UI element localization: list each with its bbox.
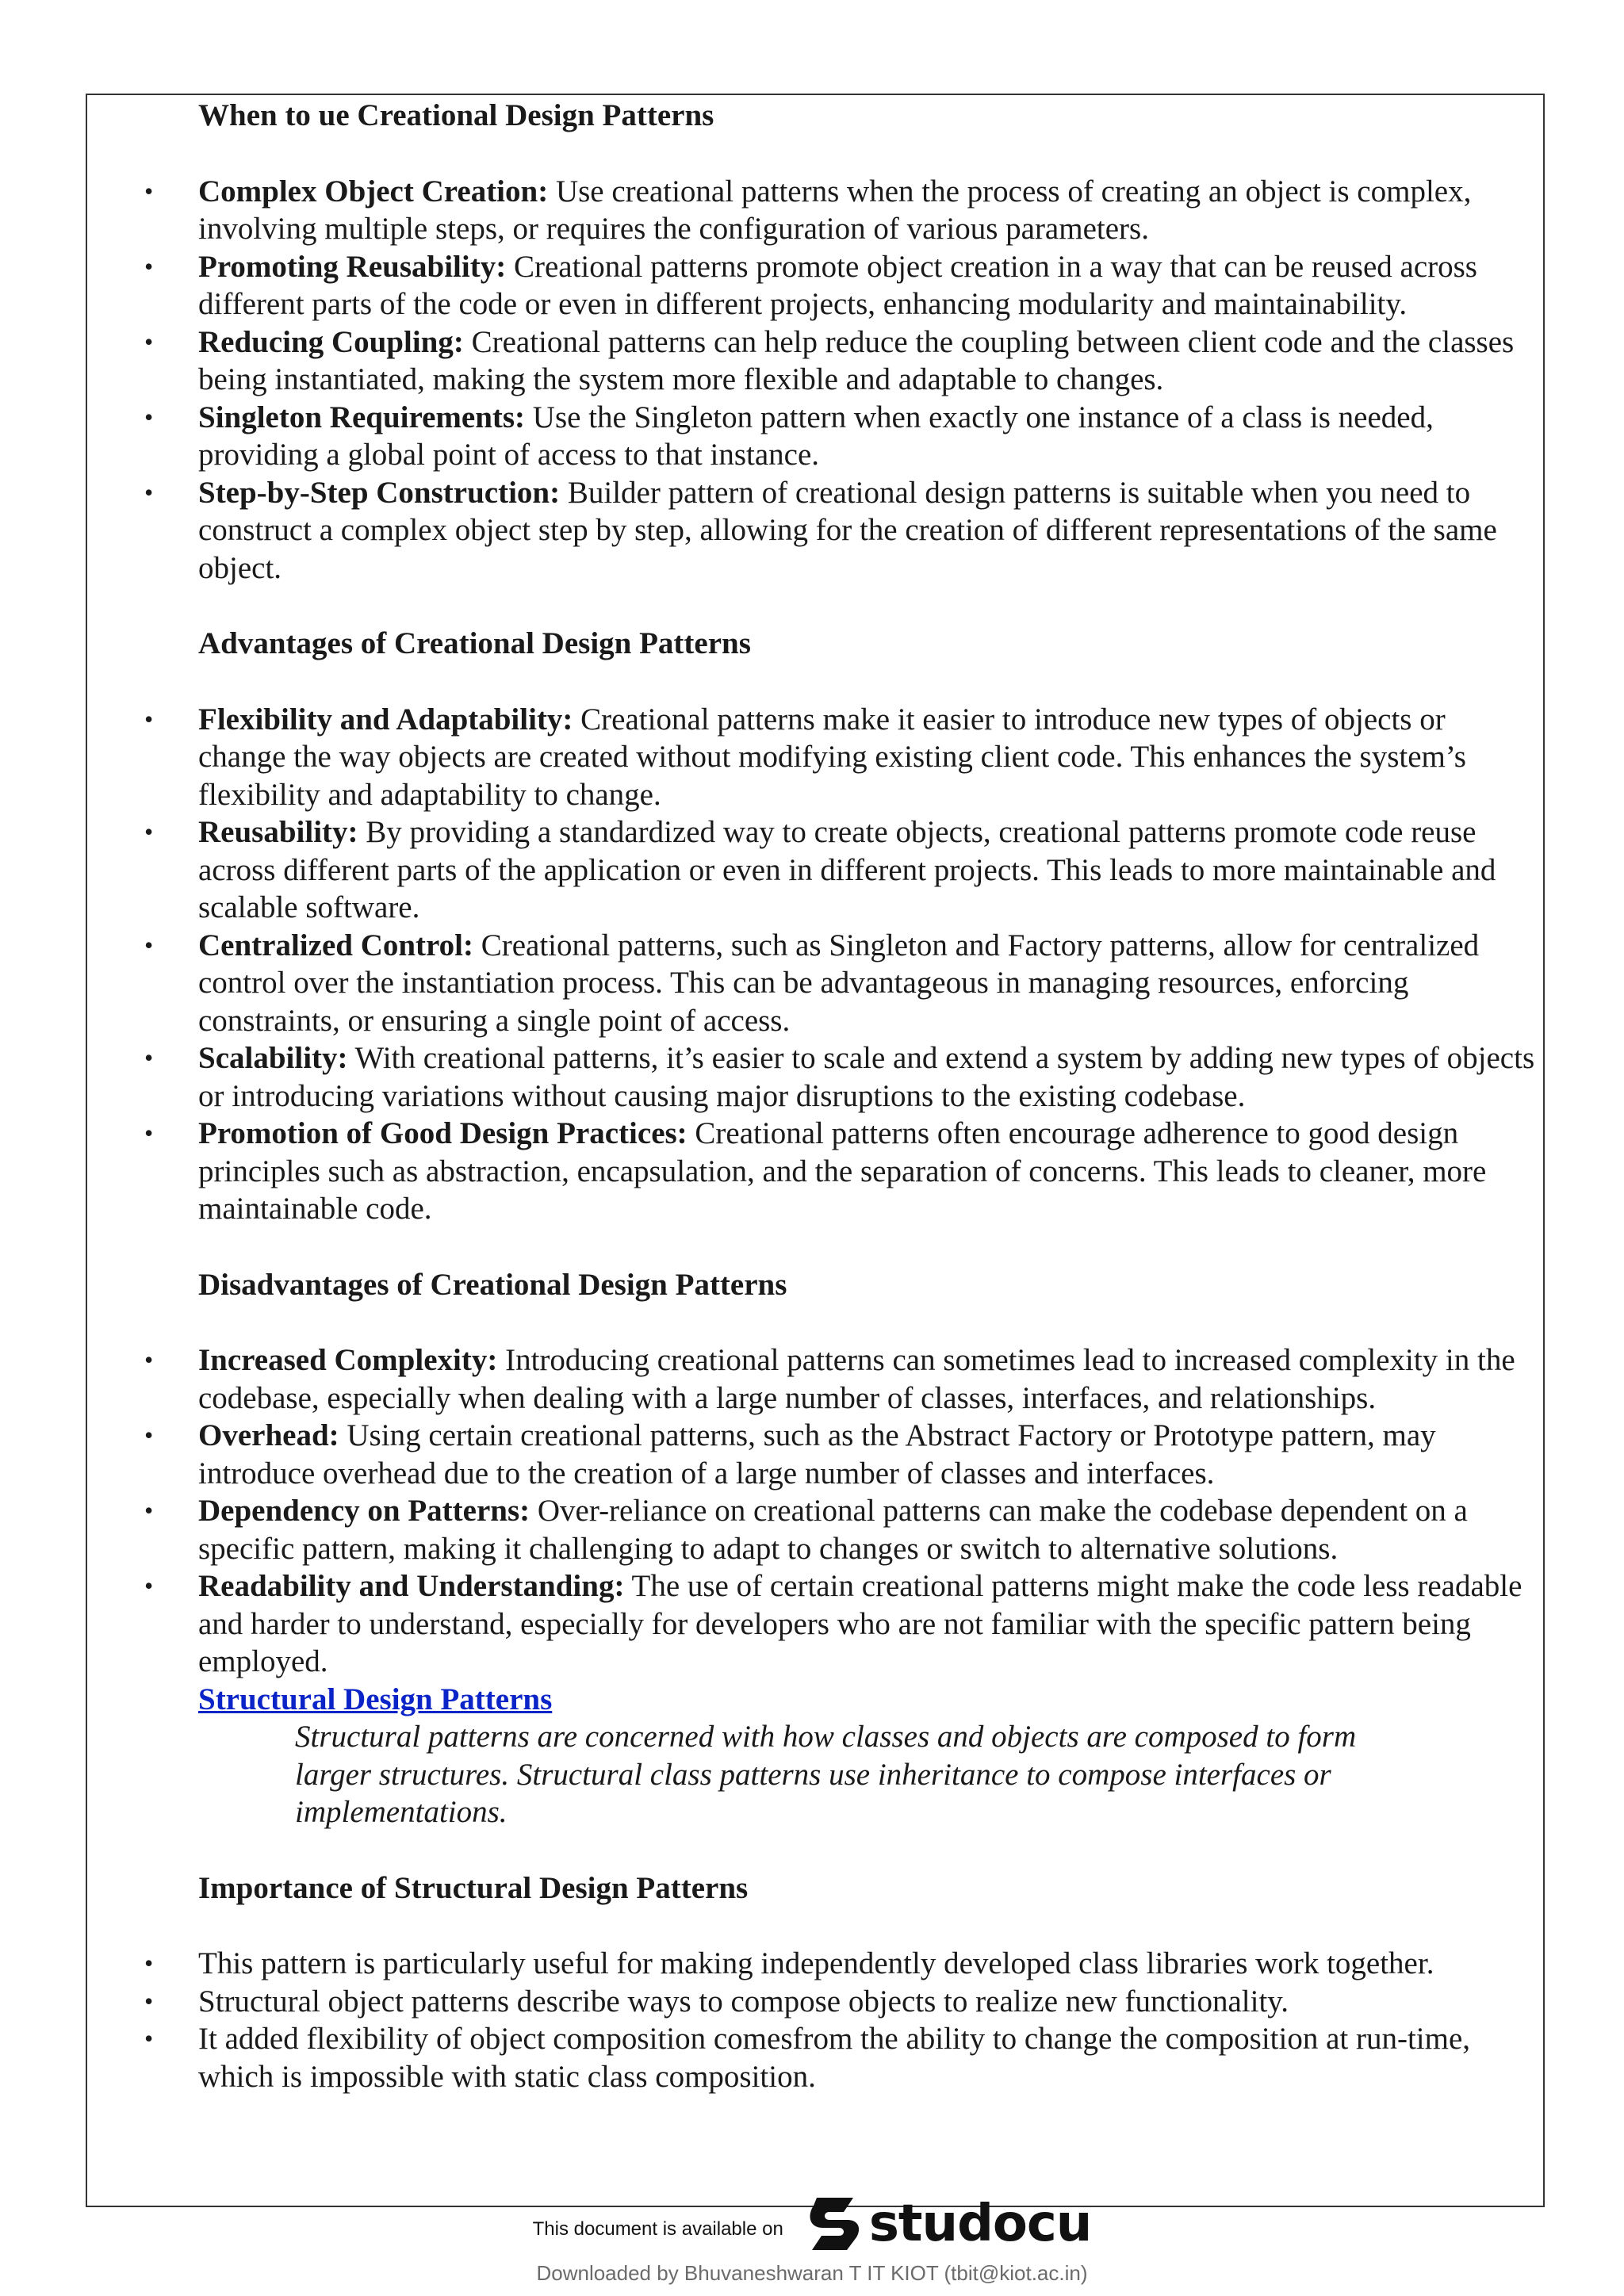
list-item	[114, 1567, 1548, 1681]
list-item-text: By providing a standardized way to create objects, creational patterns promote code reuse across different parts of the application or even in different projects. This leads to more maintainable and scalable software.	[198, 815, 1496, 924]
list-item-term: Overhead:	[198, 1418, 339, 1452]
document-body	[114, 97, 1548, 2133]
advantages-list	[114, 701, 1548, 1228]
list-item	[114, 474, 1548, 587]
list-item-term: Promoting Reusability:	[198, 249, 507, 284]
list-item-term: Scalability:	[198, 1041, 348, 1075]
list-item-text: Creational patterns make it easier to introduce new types of objects or change the way objects are created without modifying existing client code. This enhances the system’s flexibility and adaptability to change.	[198, 702, 1466, 812]
list-item-text: The use of certain creational patterns might make the code less readable and harder to understand, especially for developers who are not familiar with the specific pattern being employed.	[198, 1569, 1522, 1678]
list-item-text: Over-reliance on creational patterns can make the codebase dependent on a specific pattern, making it challenging to adapt to changes or switch to alternative solutions.	[198, 1494, 1468, 1566]
list-item	[114, 399, 1548, 474]
bullet-icon: •	[144, 1949, 154, 1977]
list-item-text: Structural object patterns describe ways to compose objects to realize new functionality.	[198, 1984, 1289, 2019]
list-item-text: Creational patterns can help reduce the coupling between client code and the classes being instantiated, making the system more flexible and adaptable to changes.	[198, 324, 1515, 396]
list-item-text: Using certain creational patterns, such as the Abstract Factory or Prototype pattern, may introduce overhead due to the creation of a large number of classes and interfaces.	[198, 1418, 1436, 1490]
list-item	[114, 1115, 1548, 1228]
list-item	[114, 323, 1548, 399]
studocu-logo-text: studocu	[868, 2195, 1092, 2253]
bullet-icon: •	[144, 1986, 154, 2015]
list-item-text: Use creational patterns when the process of creating an object is complex, involving multiple steps, or requires the configuration of various parameters.	[198, 174, 1472, 246]
list-item-term: Readability and Understanding:	[198, 1569, 625, 1603]
list-item-term: Flexibility and Adaptability:	[198, 702, 573, 737]
structural-design-patterns-link[interactable]: Structural Design Patterns	[198, 1682, 553, 1716]
list-item	[114, 1417, 1548, 1492]
bullet-icon: •	[144, 1421, 154, 1449]
list-item-text: Introducing creational patterns can sometimes lead to increased complexity in the codebase, especially when dealing with a large number of classes, interfaces, and relationships.	[198, 1343, 1515, 1415]
bullet-icon: •	[144, 704, 154, 733]
list-item-text: Creational patterns often encourage adherence to good design principles such as abstraction, encapsulation, and the separation of concerns. This leads to cleaner, more maintainable code.	[198, 1116, 1487, 1226]
list-item	[114, 1945, 1548, 1983]
downloaded-by-text: Downloaded by Bhuvaneshwaran T IT KIOT (tbit@kiot.ac.in)	[536, 2261, 1088, 2285]
bullet-icon: •	[144, 817, 154, 846]
bullet-icon: •	[144, 1571, 154, 1600]
list-item-term: Complex Object Creation:	[198, 174, 549, 209]
list-item	[114, 1341, 1548, 1417]
list-item-term: Singleton Requirements:	[198, 400, 526, 434]
bullet-icon: •	[144, 251, 154, 281]
list-item	[114, 1039, 1548, 1115]
list-item-text: Creational patterns promote object creation in a way that can be reused across different parts of the code or even in different projects, enhancing modularity and maintainability.	[198, 249, 1477, 321]
list-item-text: Creational patterns, such as Singleton and Factory patterns, allow for centralized control over the instantiation process. This can be advantageous in managing resources, enforcing constraints, or ensuring a single point of access.	[198, 928, 1480, 1038]
list-item	[114, 2020, 1548, 2095]
list-item	[114, 1983, 1548, 2021]
list-item-term: Dependency on Patterns:	[198, 1494, 530, 1528]
bullet-icon: •	[144, 1043, 154, 1072]
studocu-logo[interactable]	[806, 2193, 1092, 2255]
importance-list	[114, 1945, 1548, 2095]
bullet-icon: •	[144, 402, 154, 431]
list-item	[114, 927, 1548, 1040]
list-item-text: Use the Singleton pattern when exactly one instance of a class is needed, providing a global point of access to that instance.	[198, 400, 1434, 472]
bullet-icon: •	[144, 1345, 154, 1374]
importance-heading: Importance of Structural Design Patterns	[198, 1870, 749, 1905]
bullet-icon: •	[144, 477, 154, 507]
list-item	[114, 1492, 1548, 1567]
list-item-term: Promotion of Good Design Practices:	[198, 1116, 688, 1150]
list-item-text: It added flexibility of object composition comesfrom the ability to change the composition at run-time, which is impossible with static class composition.	[198, 2022, 1471, 2094]
bullet-icon: •	[144, 2024, 154, 2053]
studocu-logo-icon	[806, 2193, 864, 2255]
bullet-icon: •	[144, 1496, 154, 1525]
advantages-heading: Advantages of Creational Design Patterns	[198, 626, 751, 660]
list-item-term: Increased Complexity:	[198, 1343, 498, 1377]
footer-availability	[0, 2190, 1624, 2258]
list-item-text: Builder pattern of creational design patterns is suitable when you need to construct a complex object step by step, allowing for the creation of different representations of the same object.	[198, 475, 1497, 585]
list-item	[114, 813, 1548, 927]
when-to-use-heading: When to ue Creational Design Patterns	[198, 98, 714, 132]
available-on-text: This document is available on	[532, 2218, 783, 2240]
bullet-icon: •	[144, 327, 154, 356]
list-item-term: Step-by-Step Construction:	[198, 475, 561, 510]
bullet-icon: •	[144, 1119, 154, 1147]
disadvantages-list	[114, 1341, 1548, 1681]
list-item-text: This pattern is particularly useful for making independently developed class libraries work together.	[198, 1946, 1434, 1980]
list-item-term: Reducing Coupling:	[198, 324, 464, 359]
disadvantages-heading: Disadvantages of Creational Design Patterns	[198, 1267, 787, 1302]
list-item-term: Centralized Control:	[198, 928, 473, 962]
structural-description: Structural patterns are concerned with how classes and objects are composed to form larger structures. Structural class patterns use inheritance to compose interfaces or implementations.	[295, 1720, 1357, 1829]
list-item-term: Reusability:	[198, 815, 358, 849]
bullet-icon: •	[144, 930, 154, 959]
list-item	[114, 173, 1548, 248]
list-item-text: With creational patterns, it’s easier to scale and extend a system by adding new types of objects or introducing variations without causing major disruptions to the existing codebase.	[198, 1041, 1535, 1113]
bullet-icon: •	[144, 176, 154, 205]
list-item	[114, 701, 1548, 814]
list-item	[114, 248, 1548, 323]
when-to-use-list	[114, 173, 1548, 587]
